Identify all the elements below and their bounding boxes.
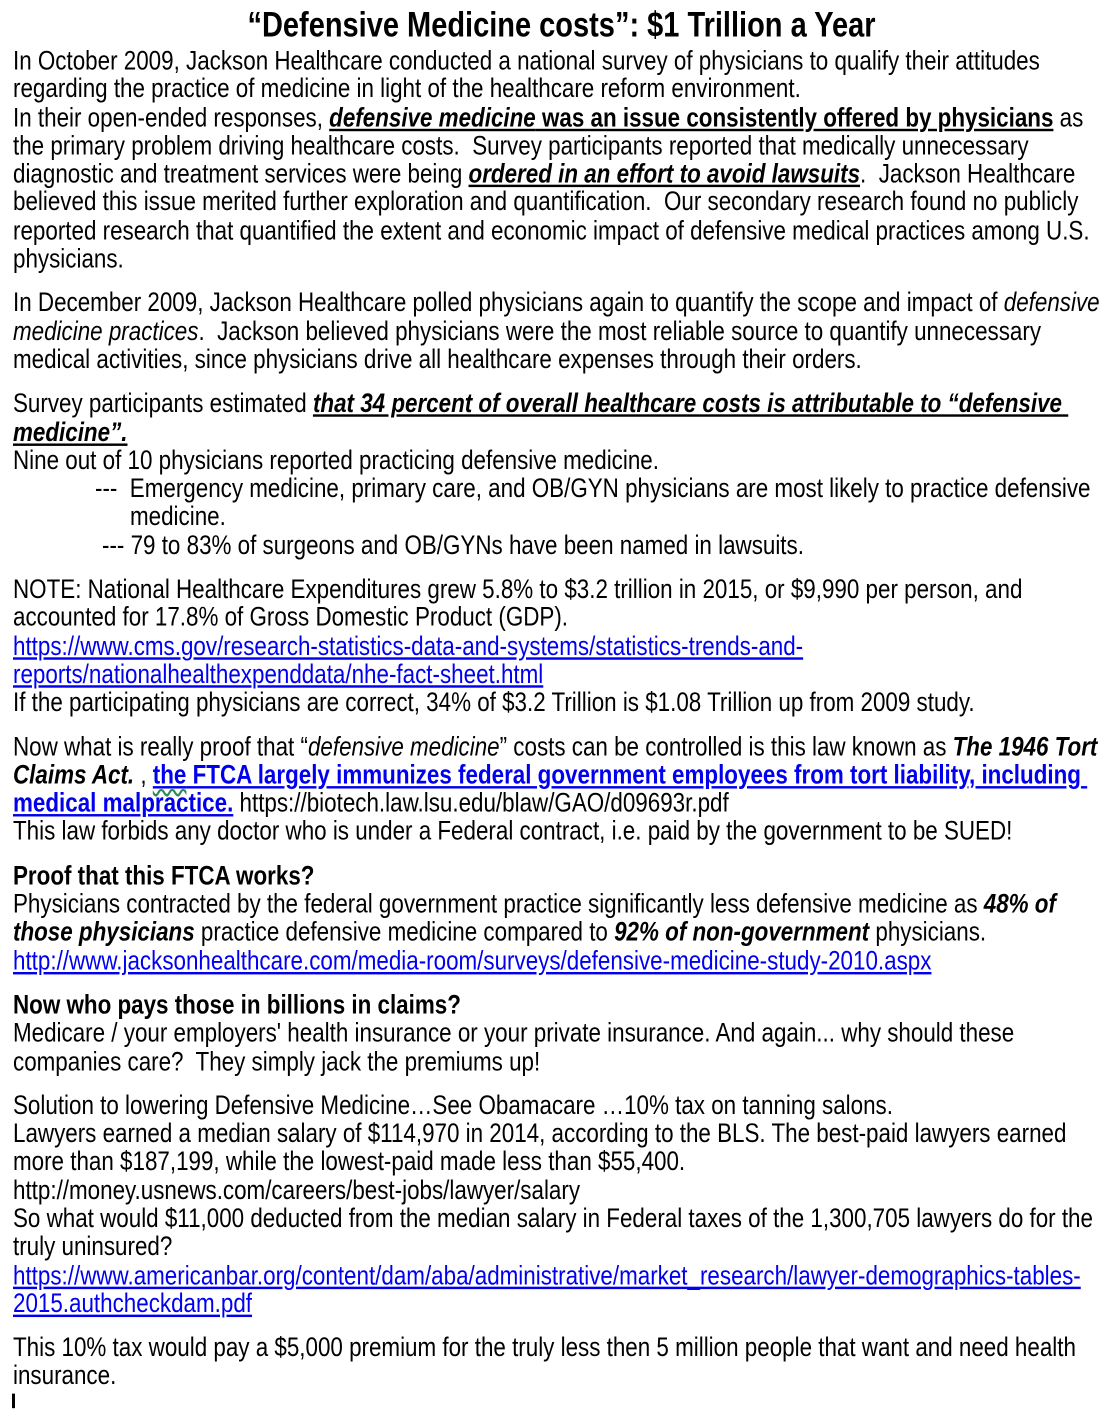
text-run: that 34 percent of overall healthcare costs is attributable to “defensive medicine”. — [13, 387, 1069, 447]
text-run: Lawyers earned a median salary of $114,970 in 2014, according to the BLS. The best-paid lawyers earned more than $187,199, while the lowest-paid made less than $55,400. — [13, 1117, 1073, 1177]
text-run: , — [134, 759, 153, 790]
text-run: Now what is really proof that “ — [13, 730, 308, 762]
document-body — [13, 46, 1110, 1408]
text-run: Now who pays those in billions in claims? — [13, 988, 461, 1020]
paragraph — [13, 103, 1110, 273]
link-americanbar-demographics[interactable]: https://www.americanbar.org/content/dam/aba/administrative/market_research/lawyer-demographics-tables-2015.authcheckdam.pdf — [13, 1259, 1081, 1319]
text-run: In December 2009, Jackson Healthcare polled physicians again to quantify the scope and impact of — [13, 287, 1004, 318]
paragraph — [13, 575, 1110, 632]
bullet-item — [13, 531, 1110, 559]
link-cms-nhe-fact-sheet[interactable]: https://www.cms.gov/research-statistics-data-and-systems/statistics-trends-and-reports/nationalhealthexpenddata/nhe-fact-sheet.html — [13, 630, 804, 689]
paragraph — [13, 946, 1110, 974]
paragraph-spacer — [13, 1075, 1110, 1091]
link-ftca-immunity[interactable]: FTCA largely immunizes federal government employees from tort liability, including medical malpractice. — [13, 759, 1088, 818]
document-title: “Defensive Medicine costs”: $1 Trillion a Year — [247, 6, 876, 45]
paragraph — [13, 1091, 1110, 1119]
section-heading-who-pays — [13, 990, 1110, 1018]
text-run: defensive medicine — [307, 730, 500, 762]
paragraph — [13, 1204, 1110, 1261]
paragraph — [13, 46, 1110, 103]
text-run: This 10% tax would pay a $5,000 premium for the truly less then 5 million people that want and need health insurance. — [13, 1331, 1083, 1391]
text-run: Physicians contracted by the federal government practice significantly less defensive medicine as — [13, 888, 984, 919]
text-run: as the primary problem driving healthcare costs. Survey participants reported that medically unnecessary diagnostic and treatment services were being — [13, 101, 1090, 189]
paragraph — [13, 1333, 1110, 1390]
text-run: In their open-ended responses, — [13, 101, 330, 132]
text-run: The 1946 Tort Claims Act. — [13, 730, 1104, 790]
text-run: practice defensive medicine compared to — [194, 916, 615, 947]
spellcheck-squiggle: the — [152, 759, 187, 790]
paragraph — [13, 1176, 1110, 1204]
paragraph — [13, 446, 1110, 474]
text-run: http://money.usnews.com/careers/best-jobs/lawyer/salary — [13, 1174, 581, 1205]
text-run: Medicare / your employers' health insurance or your private insurance. And again... why should these companies care? They simply jack the premiums up! — [13, 1017, 1021, 1076]
bullet-item — [13, 474, 1110, 531]
text-run: physicians. — [869, 916, 987, 947]
text-run: This law forbids any doctor who is under a Federal contract, i.e. paid by the government to be SUED! — [13, 815, 1013, 847]
paragraph-spacer — [13, 974, 1110, 990]
text-run: In October 2009, Jackson Healthcare conducted a national survey of physicians to qualify their attitudes regarding the practice of medicine in light of the healthcare reform environment. — [13, 44, 1047, 104]
text-run: . Jackson believed physicians were the most reliable source to quantify unnecessary medical activities, since physicians drive all healthcare expenses through their orders. — [13, 315, 1048, 375]
text-run: If the participating physicians are correct, 34% of $3.2 Trillion is $1.08 Trillion up from 2009 study. — [13, 686, 975, 718]
paragraph — [13, 631, 1110, 688]
text-run: NOTE: National Healthcare Expenditures grew 5.8% to $3.2 trillion in 2015, or $9,990 per person, and accounted for 17.8% of Gross Domestic Product (GDP). — [13, 573, 1029, 633]
text-run: 48% of those physicians — [13, 888, 1063, 947]
text-run: Proof that this FTCA works? — [13, 859, 315, 891]
text-run: was an issue consistently offered by physicians — [535, 101, 1054, 132]
text-run: 92% of non-government — [614, 916, 870, 947]
text-run: . Jackson Healthcare believed this issue merited further exploration and quantification. Our secondary research found no publicly reported research that quantified the extent and economic impact of defensive medical practices among U.S. physicians. — [13, 158, 1096, 274]
text-run: Nine out of 10 physicians reported practicing defensive medicine. — [13, 444, 659, 475]
link-jacksonhealthcare-study[interactable]: http://www.jacksonhealthcare.com/media-room/surveys/defensive-medicine-study-2010.aspx — [13, 944, 932, 976]
paragraph — [13, 817, 1110, 845]
paragraph — [13, 288, 1110, 373]
text-run: --- 79 to 83% of surgeons and OB/GYNs have been named in lawsuits. — [102, 529, 804, 560]
text-run: Solution to lowering Defensive Medicine…See Obamacare …10% tax on tanning salons. — [13, 1089, 893, 1120]
text-run: Survey participants estimated — [13, 387, 313, 419]
text-run: --- Emergency medicine, primary care, and OB/GYN physicians are most likely to practice defensive medicine. — [95, 472, 1097, 532]
text-run: defensive medicine — [329, 101, 536, 132]
paragraph-spacer — [13, 845, 1110, 861]
text-run: defensive medicine practices — [13, 287, 1106, 346]
paragraph-spacer — [13, 273, 1110, 289]
paragraph — [13, 688, 1110, 716]
paragraph-spacer — [13, 559, 1110, 575]
text-cursor[interactable] — [12, 1393, 15, 1408]
text-run: ordered in an effort to avoid lawsuits — [468, 158, 861, 189]
text-run: ” costs can be controlled is this law known as — [499, 730, 953, 762]
section-heading-ftca-proof — [13, 861, 1110, 889]
text-run: https://biotech.law.lsu.edu/blaw/GAO/d09693r.pdf — [233, 787, 729, 818]
paragraph-spacer — [13, 373, 1110, 389]
text-run: So what would $11,000 deducted from the median salary in Federal taxes of the 1,300,705 lawyers do for the truly uninsured? — [13, 1202, 1100, 1262]
paragraph — [13, 1119, 1110, 1176]
paragraph — [13, 1018, 1110, 1075]
paragraph — [13, 389, 1110, 446]
paragraph-spacer — [13, 1317, 1110, 1333]
paragraph — [13, 889, 1110, 946]
paragraph — [13, 732, 1110, 817]
link-ftca-immunity[interactable] — [153, 759, 187, 789]
paragraph-spacer — [13, 716, 1110, 732]
paragraph — [13, 1261, 1110, 1318]
